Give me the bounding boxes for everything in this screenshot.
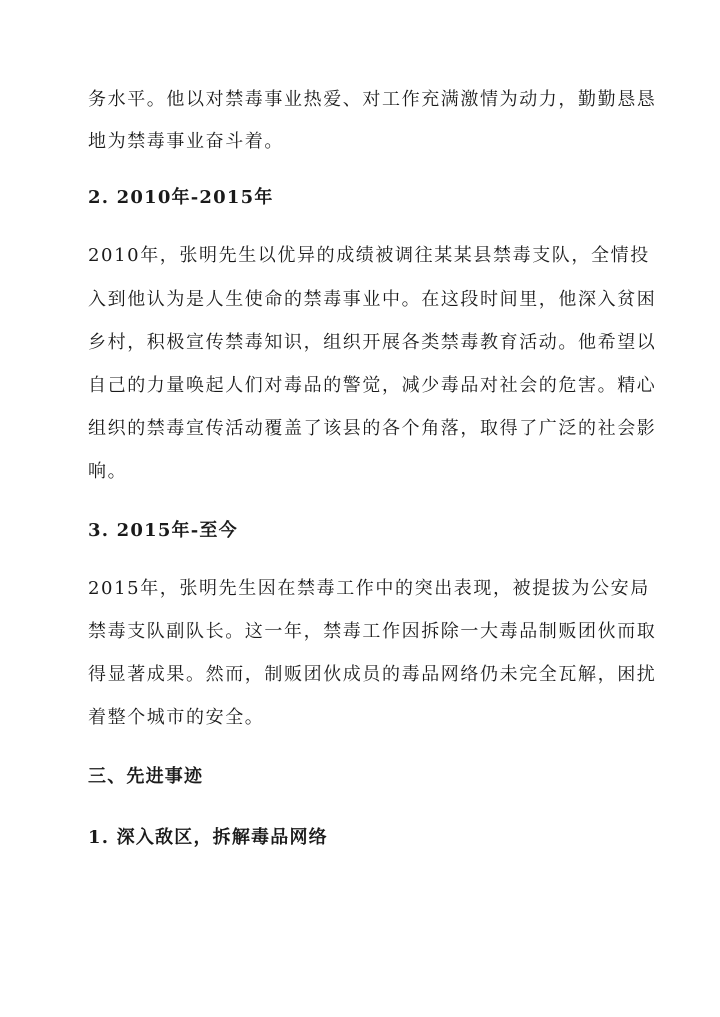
paragraph-line: 入到他认为是人生使命的禁毒事业中。在这段时间里，他深入贫困: [88, 289, 657, 310]
chapter-heading-advanced-deeds: 三、先进事迹: [88, 766, 204, 787]
subsection-heading: 1. 深入敌区，拆解毒品网络: [88, 827, 328, 848]
paragraph-line: 2015年，张明先生因在禁毒工作中的突出表现，被提拔为公安局: [88, 578, 650, 599]
paragraph-line: 着整个城市的安全。: [88, 707, 265, 728]
paragraph-line: 响。: [88, 461, 128, 482]
paragraph-line: 乡村，积极宣传禁毒知识，组织开展各类禁毒教育活动。他希望以: [88, 332, 657, 353]
section-heading-2015-present: 3. 2015年-至今: [88, 520, 238, 541]
paragraph-line: 禁毒支队副队长。这一年，禁毒工作因拆除一大毒品制贩团伙而取: [88, 621, 657, 642]
paragraph-line: 组织的禁毒宣传活动覆盖了该县的各个角落，取得了广泛的社会影: [88, 418, 657, 439]
paragraph-line: 务水平。他以对禁毒事业热爱、对工作充满激情为动力，勤勤恳恳: [88, 89, 657, 110]
paragraph-line: 自己的力量唤起人们对毒品的警觉，减少毒品对社会的危害。精心: [88, 375, 657, 396]
paragraph-line: 2010年，张明先生以优异的成绩被调往某某县禁毒支队，全情投: [88, 245, 650, 266]
paragraph-line: 地为禁毒事业奋斗着。: [88, 131, 284, 152]
paragraph-line: 得显著成果。然而，制贩团伙成员的毒品网络仍未完全瓦解，困扰: [88, 664, 657, 685]
section-heading-2010-2015: 2. 2010年-2015年: [88, 187, 274, 208]
